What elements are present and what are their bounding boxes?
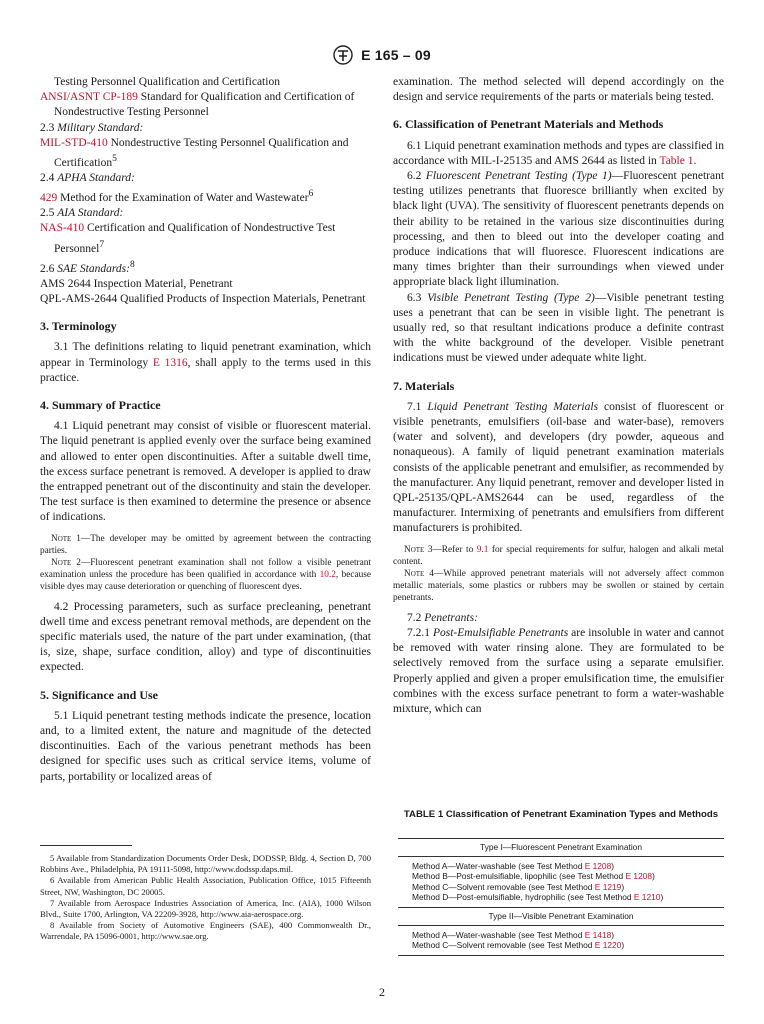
- ref-link[interactable]: E 1220: [594, 940, 622, 951]
- ref-line: Testing Personnel Qualification and Certification: [54, 76, 280, 88]
- ref-line: MIL-STD-410 Nondestructive Testing Personnel Qualification and Certification$^5$: [40, 136, 349, 169]
- ref-line: ANSI/ASNT CP-189 Standard for Qualification and Certification of Nondestructive Testing Personnel: [40, 91, 355, 119]
- ref-link[interactable]: E 1418: [584, 929, 612, 940]
- page-header: [0, 44, 764, 66]
- ref-link[interactable]: E 1208: [625, 871, 653, 882]
- ref-subheading: 2.5 AIA Standard:: [40, 207, 124, 220]
- paragraph-6-1: 6.1 Liquid penetrant examination methods and types are classified in accordance with MIL-I-25135 and AMS 2644 as listed in Table 1.: [393, 139, 724, 167]
- table-1: [398, 838, 724, 956]
- section-heading-materials: 7. Materials: [393, 378, 455, 393]
- ref-link[interactable]: MIL-STD-410: [40, 136, 108, 149]
- ref-subheading: 2.6 SAE Standards:$^8$: [40, 258, 135, 275]
- ref-link[interactable]: NAS-410: [40, 222, 85, 235]
- ref-link[interactable]: 9.1: [476, 544, 489, 555]
- note-4: Note 4—While approved penetrant materials will not adversely affect common metallic materials, some plastics or rubbers may be swollen or stained by certain penetrants.: [393, 568, 724, 603]
- right-column: [393, 75, 724, 717]
- ref-link[interactable]: E 1210: [633, 892, 661, 903]
- left-column: [40, 75, 371, 785]
- ref-line: AMS 2644 Inspection Material, Penetrant: [40, 277, 233, 290]
- paragraph-6-2: 6.2 Fluorescent Penetrant Testing (Type 1)—Fluorescent penetrant testing utilizes penetrants that fluoresce brilliantly when excited by black light (UVA). The sensitivity of fluorescent penetrants depends on their ability to be retained in the various size discontinuities during processing, and then to bleed out into the developer coating and produce indications that will fluoresce. Fluorescent indications are many times brighter than their surroundings when viewed under appropriate black light illumination.: [393, 170, 725, 289]
- footnote: 8 Available from Society of Automotive Engineers (SAE), 400 Commonwealth Dr., Warrendale, PA 15096-0001, http://www.sae.org.: [40, 920, 371, 942]
- note-1: Note 1—The developer may be omitted by agreement between the contracting parties.: [40, 533, 371, 556]
- note-3: Note 3—Refer to 9.1 for special requirements for sulfur, halogen and alkali metal content.: [393, 544, 724, 567]
- ref-link[interactable]: ANSI/ASNT CP-189: [40, 91, 138, 104]
- table-row: Method C—Solvent removable (see Test Method E 1219): [412, 881, 625, 892]
- paragraph-7-2-1: 7.2.1 Post-Emulsifiable Penetrants are insoluble in water and cannot be removed with water rinsing alone. They are formulated to be selectively removed from the surface using a separate emulsifier. Properly applied and given a proper emulsification time, the emulsifier combines with the excess surface penetrant to form a water-washable mixture, which can: [393, 626, 725, 715]
- document-designation: E 165 – 09: [361, 47, 431, 63]
- section-heading-summary: 4. Summary of Practice: [40, 397, 161, 412]
- footnote: 7 Available from Aerospace Industries Association of America, Inc. (AIA), 1000 Wilson Blvd., Suite 1700, Arlington, VA 22209-3928, http://www.aia-aerospace.org.: [40, 897, 371, 920]
- ref-link[interactable]: E 1219: [594, 881, 622, 892]
- astm-logo-icon: [333, 44, 353, 66]
- table-group-type-2: Type II—Visible Penetrant Examination: [398, 907, 724, 925]
- ref-line: 429 Method for the Examination of Water and Wastewater$^6$: [40, 188, 314, 205]
- ref-link[interactable]: E 1208: [584, 860, 612, 871]
- table-row: Method B—Post-emulsifiable, lipophilic (see Test Method E 1208): [412, 871, 655, 882]
- section-heading-classification: 6. Classification of Penetrant Materials and Methods: [393, 117, 664, 132]
- note-2: Note 2—Fluorescent penetrant examination shall not follow a visible penetrant examination unless the procedure has been qualified in accordance with 10.2, because visible dyes may cause deterioration or quenching of fluorescent dyes.: [40, 557, 371, 592]
- page-number: 2: [379, 985, 385, 999]
- section-heading-terminology: 3. Terminology: [40, 319, 117, 334]
- table-group-type-1: Type I—Fluorescent Penetrant Examination: [398, 839, 724, 857]
- ref-link[interactable]: E 1316: [152, 356, 188, 369]
- table-row: Method C—Solvent removable (see Test Method E 1220): [398, 940, 724, 955]
- paragraph-7-1: 7.1 Liquid Penetrant Testing Materials consist of fluorescent or visible penetrants, emulsifiers (oil-base and water-base), removers (water and solvent), and developers (dry powder, aqueous and nonaqueous). A family of liquid penetrant examination materials consists of the applicable penetrant and emulsifier, as recommended by the manufacturer. Any liquid penetrant, remover and developer listed in QPL-25135/QPL-AMS2644 can be used, regardless of the manufacturer. Intermixing of penetrants and emulsifiers from different manufacturers is prohibited.: [393, 400, 724, 535]
- table-row: Method D—Post-emulsifiable, hydrophilic (see Test Method E 1210): [398, 892, 724, 907]
- ref-subheading: 2.3 Military Standard:: [40, 121, 144, 134]
- ref-link[interactable]: 429: [40, 192, 58, 205]
- table-1-title: TABLE 1 Classification of Penetrant Examination Types and Methods: [403, 809, 719, 820]
- ref-link[interactable]: Table 1: [659, 154, 694, 167]
- paragraph-3-1: 3.1 The definitions relating to liquid penetrant examination, which appear in Terminology E 1316, shall apply to the terms used in this practice.: [40, 341, 371, 384]
- ref-subheading: 2.4 APHA Standard:: [40, 172, 135, 185]
- footnote: 6 Available from American Public Health Association, Publication Office, 1015 Fifteenth Street, NW, Washington, DC 20005.: [40, 875, 371, 897]
- table-row: Method A—Water-washable (see Test Method E 1418): [412, 929, 615, 940]
- paragraph-7-2: 7.2 Penetrants:: [407, 611, 478, 624]
- paragraph-4-2: 4.2 Processing parameters, such as surface precleaning, penetrant dwell time and excess penetrant removal methods, are dependent on the specific materials used, the nature of the part under examination, (that is, size, shape, surface condition, alloy) and type of discontinuities expected.: [40, 600, 371, 674]
- ref-link[interactable]: 10.2: [319, 569, 336, 580]
- footnotes: [40, 853, 371, 943]
- footnote: 5 Available from Standardization Documents Order Desk, DODSSP, Bldg. 4, Section D, 700 Robbins Ave., Philadelphia, PA 19111-5098, http://www.dodssp.daps.mil.: [40, 853, 371, 875]
- table-row: Method A—Water-washable (see Test Method E 1208): [412, 860, 615, 871]
- section-heading-significance: 5. Significance and Use: [40, 687, 159, 702]
- paragraph-5-1: 5.1 Liquid penetrant testing methods indicate the presence, location and, to a limited extent, the nature and magnitude of the detected discontinuities. Each of the various penetrant methods has been designed for specific uses such as critical service items, volume of parts, portability or localized areas of: [40, 709, 371, 783]
- paragraph-6-3: 6.3 Visible Penetrant Testing (Type 2)—Visible penetrant testing uses a penetrant that can be seen in visible light. The penetrant is usually red, so that resultant indications produce a definite contrast with the white background of the developer. Visible penetrant indications must be viewed under adequate white light.: [393, 291, 724, 365]
- footnote-divider: [40, 845, 132, 846]
- paragraph-continued: examination. The method selected will depend accordingly on the design and service requirements of the parts or materials being tested.: [393, 76, 724, 104]
- ref-line: NAS-410 Certification and Qualification of Nondestructive Test Personnel$^7$: [40, 222, 336, 255]
- ref-line: QPL-AMS-2644 Qualified Products of Inspection Materials, Penetrant: [40, 292, 366, 305]
- paragraph-4-1: 4.1 Liquid penetrant may consist of visible or fluorescent material. The liquid penetrant is applied evenly over the surface being examined and allowed to enter open discontinuities. After a suitable dwell time, the excess surface penetrant is removed. A developer is applied to draw the entrapped penetrant out of the discontinuity and stain the developer. The test surface is then examined to determine the presence or absence of indications.: [40, 420, 371, 524]
